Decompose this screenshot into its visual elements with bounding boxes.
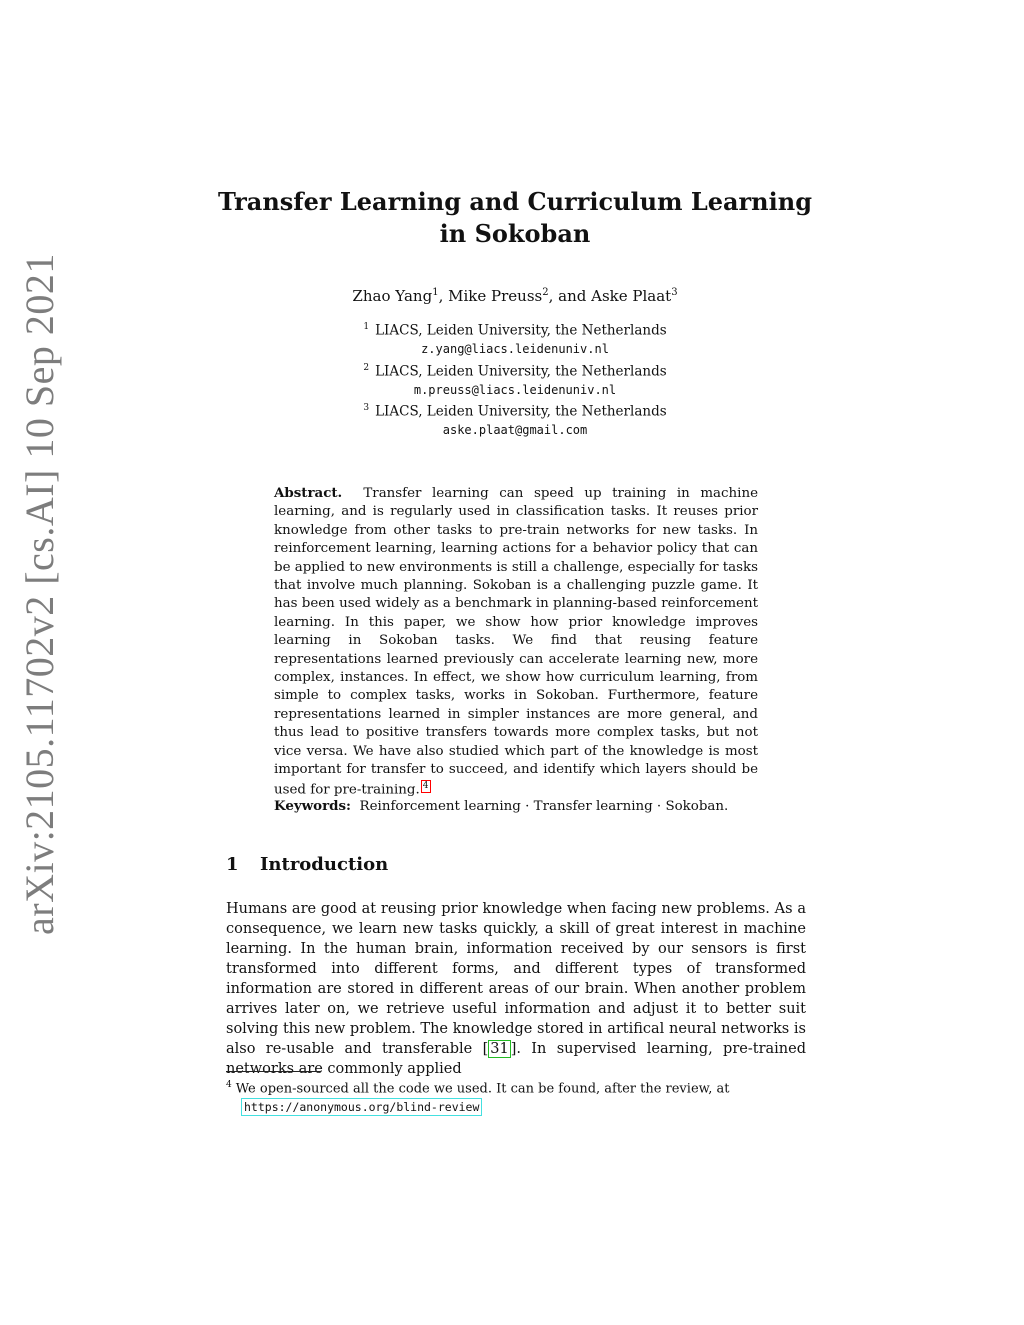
section-number: 1 (226, 854, 239, 875)
intro-text: Humans are good at reusing prior knowledge when facing new problems. As a consequence, we learn new tasks quickly, a skill of great interest in machine learning. In the human brain, information received by our sensors is first transformed into different forms, and different types of transformed information are stored in different areas of our brain. When another problem arrives later on, we retrieve useful information and adjust it to better suit solving this new problem. The knowledge stored in artifical neural networks is also re-usable and transferable (226, 901, 806, 1057)
author-mark: 2 (542, 287, 549, 298)
affiliation-mark: 2 (363, 362, 370, 373)
footnote-divider (226, 1071, 321, 1072)
author-email: z.yang@liacs.leidenuniv.nl (421, 342, 609, 356)
citation-bracket-close: ] (510, 1041, 517, 1057)
affiliation-name: LIACS, Leiden University, the Netherlands (375, 403, 667, 420)
footnote-link[interactable]: 4 (422, 780, 429, 791)
affiliation-name: LIACS, Leiden University, the Netherlands (375, 322, 667, 339)
footnote (226, 1076, 786, 1117)
affiliation (260, 359, 770, 381)
keywords-text: Reinforcement learning · Transfer learning · Sokoban. (359, 799, 729, 814)
citation-bracket-open: [ (482, 1041, 489, 1057)
intro-text-continued: . In supervised learning, pre-trained networks are commonly applied (226, 1041, 806, 1077)
affiliation-mark: 1 (363, 322, 370, 332)
affiliation-list (260, 318, 770, 440)
introduction-paragraph (226, 899, 806, 1079)
affiliation-name: LIACS, Leiden University, the Netherlands (375, 363, 667, 379)
title-line-2: in Sokoban (439, 219, 591, 248)
author-separator: , and (548, 287, 592, 305)
author-list (230, 282, 800, 307)
author-mark: 3 (671, 287, 678, 298)
affiliation-mark: 3 (363, 403, 370, 413)
author-name: Aske Plaat (591, 287, 672, 305)
abstract-text: Transfer learning can speed up training in machine learning, and is regularly used in classification tasks. It reuses prior knowledge from other tasks to pre-train networks for new tasks. In reinforcement learning, learning actions for a behavior policy that can be applied to new environments is still a challenge, especially for tasks that involve much planning. Sokoban is a challenging puzzle game. It has been used widely as a benchmark in planning-based reinforcement learning. In this paper, we show how prior knowledge improves learning in Sokoban tasks. We find that reusing feature representations learned previously can accelerate learning new, more complex, instances. In effect, we show how curriculum learning, from simple to complex tasks, works in Sokoban. Furthermore, feature representations learned in simpler instances are more general, and thus lead to positive transfers towards more complex tasks, but not vice versa. We have also studied which part of the knowledge is most important for transfer to succeed, and identify which layers should be used for pre-training. (274, 486, 758, 797)
author-name: Zhao Yang (352, 287, 433, 305)
author-separator: , (438, 287, 449, 305)
section-heading (226, 852, 806, 878)
affiliation (260, 318, 770, 340)
footnote-mark: 4 (226, 1080, 232, 1090)
paper-title (200, 186, 830, 250)
affiliation (260, 399, 770, 421)
keywords-label: Keywords: (274, 798, 352, 814)
author-mark: 1 (432, 287, 439, 298)
title-line-1: Transfer Learning and Curriculum Learning (218, 187, 812, 216)
footnote-text: We open-sourced all the code we used. It can be found, after the review, at (235, 1081, 730, 1097)
keywords (274, 797, 758, 816)
author-email: m.preuss@liacs.leidenuniv.nl (413, 382, 617, 397)
footnote-url-link[interactable]: https://anonymous.org/blind-review (241, 1098, 482, 1116)
abstract-label: Abstract. (274, 485, 343, 501)
author-name: Mike Preuss (448, 287, 543, 305)
citation-link[interactable]: 31 (490, 1041, 509, 1057)
author-email: aske.plaat@gmail.com (442, 423, 588, 437)
abstract (274, 484, 758, 799)
section-title: Introduction (260, 854, 389, 875)
arxiv-identifier: arXiv:2105.11702v2 [cs.AI] 10 Sep 2021 (17, 253, 62, 935)
